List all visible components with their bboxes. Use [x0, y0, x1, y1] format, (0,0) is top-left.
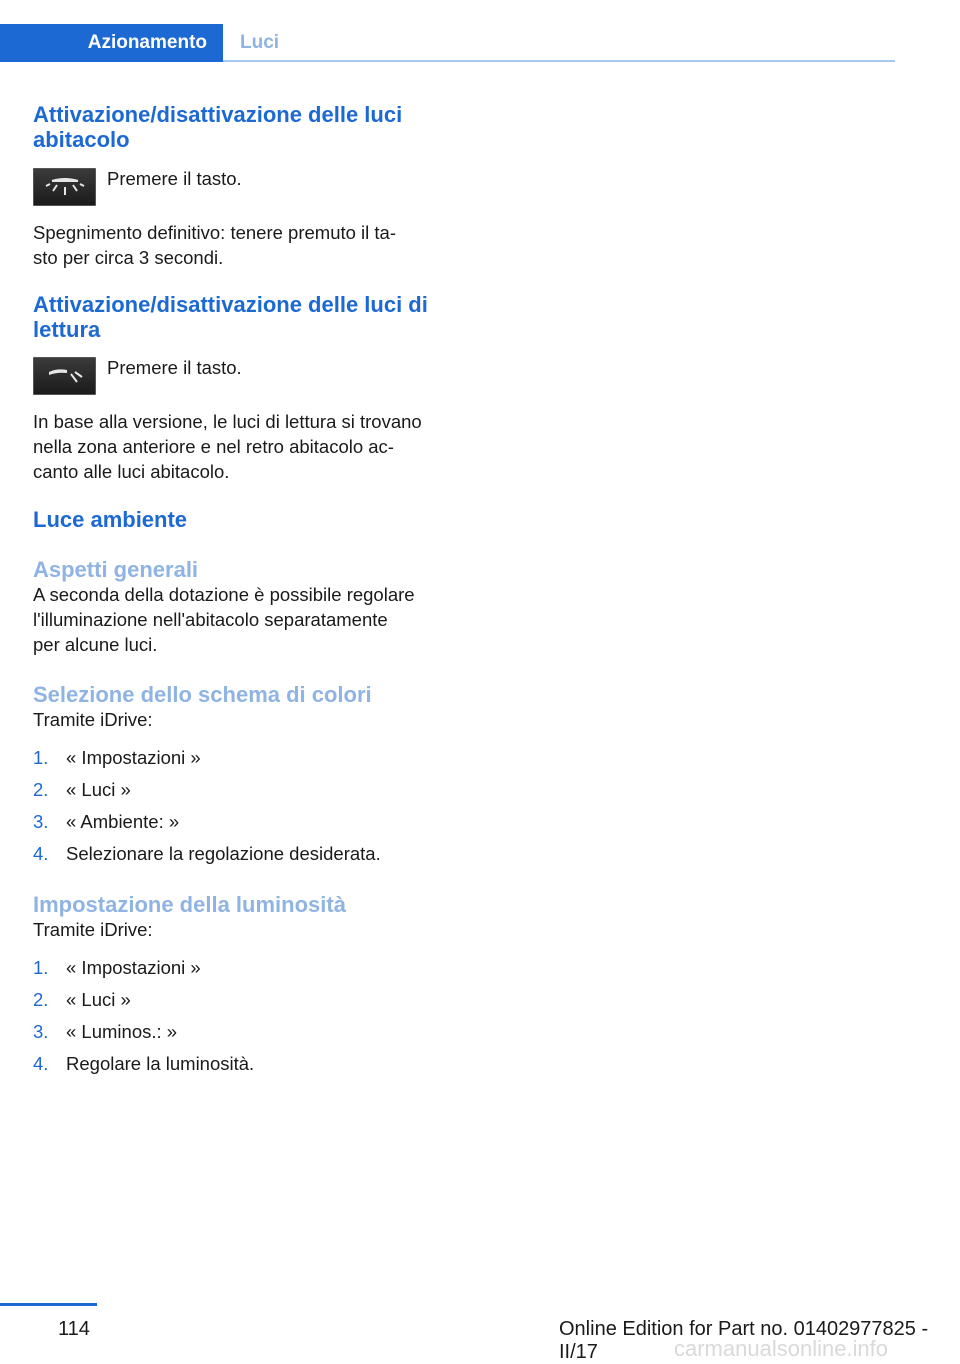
page-number: 114 — [58, 1318, 90, 1340]
list-item: 3. « Ambiente: » — [33, 811, 180, 832]
list-item: 3. « Luminos.: » — [33, 1021, 178, 1042]
color-intro: Tramite iDrive: — [33, 709, 153, 730]
color-steps-list — [33, 745, 448, 873]
general-heading: Aspetti generali — [33, 557, 199, 582]
interior-key-row — [33, 168, 448, 206]
general-text: A seconda della dotazione è possibile regolare l'illuminazione nell'abitacolo separatamente per alcune luci. — [33, 584, 415, 655]
list-item: 2. « Luci » — [33, 779, 131, 800]
list-item: 4. Selezionare la regolazione desiderata. — [33, 843, 381, 864]
interior-key-instruction: Premere il tasto. — [107, 168, 242, 189]
brightness-steps-list — [33, 955, 448, 1083]
ambient-light-heading: Luce ambiente — [33, 507, 188, 532]
reading-lights-heading: Attivazione/disattivazione delle luci di lettura — [33, 292, 428, 342]
interior-lights-heading: Attivazione/disattivazione delle luci abitacolo — [33, 102, 403, 152]
reading-key-row — [33, 357, 448, 395]
color-scheme-heading: Selezione dello schema di colori — [33, 682, 372, 707]
tab-luci-label: Luci — [240, 32, 280, 53]
brightness-intro: Tramite iDrive: — [33, 919, 153, 940]
reading-note: In base alla versione, le luci di lettura si trovano nella zona anteriore e nel retro abitacolo ac- canto alle luci abitacolo. — [33, 411, 422, 482]
edition-text: Online Edition for Part no. 01402977825 - II/17 — [559, 1318, 929, 1363]
reading-light-icon — [45, 364, 85, 388]
tab-azionamento[interactable] — [0, 24, 223, 62]
main-content — [33, 102, 448, 1083]
interior-light-button — [33, 168, 96, 206]
header-rule — [223, 60, 895, 62]
tab-luci[interactable] — [240, 24, 279, 62]
list-item: 2. « Luci » — [33, 989, 131, 1010]
list-item: 4. Regolare la luminosità. — [33, 1053, 255, 1074]
header-tabs — [0, 24, 895, 62]
reading-key-instruction: Premere il tasto. — [107, 357, 242, 378]
tab-azionamento-label: Azionamento — [87, 32, 207, 53]
list-item: 1. « Impostazioni » — [33, 747, 201, 768]
footer-rule — [0, 1303, 97, 1306]
interior-light-icon — [45, 175, 85, 199]
interior-note: Spegnimento definitivo: tenere premuto il ta- sto per circa 3 secondi. — [33, 222, 397, 268]
brightness-heading: Impostazione della luminosità — [33, 892, 346, 917]
list-item: 1. « Impostazioni » — [33, 957, 201, 978]
watermark: carmanualsonline.info — [674, 1336, 889, 1361]
reading-light-button — [33, 357, 96, 395]
